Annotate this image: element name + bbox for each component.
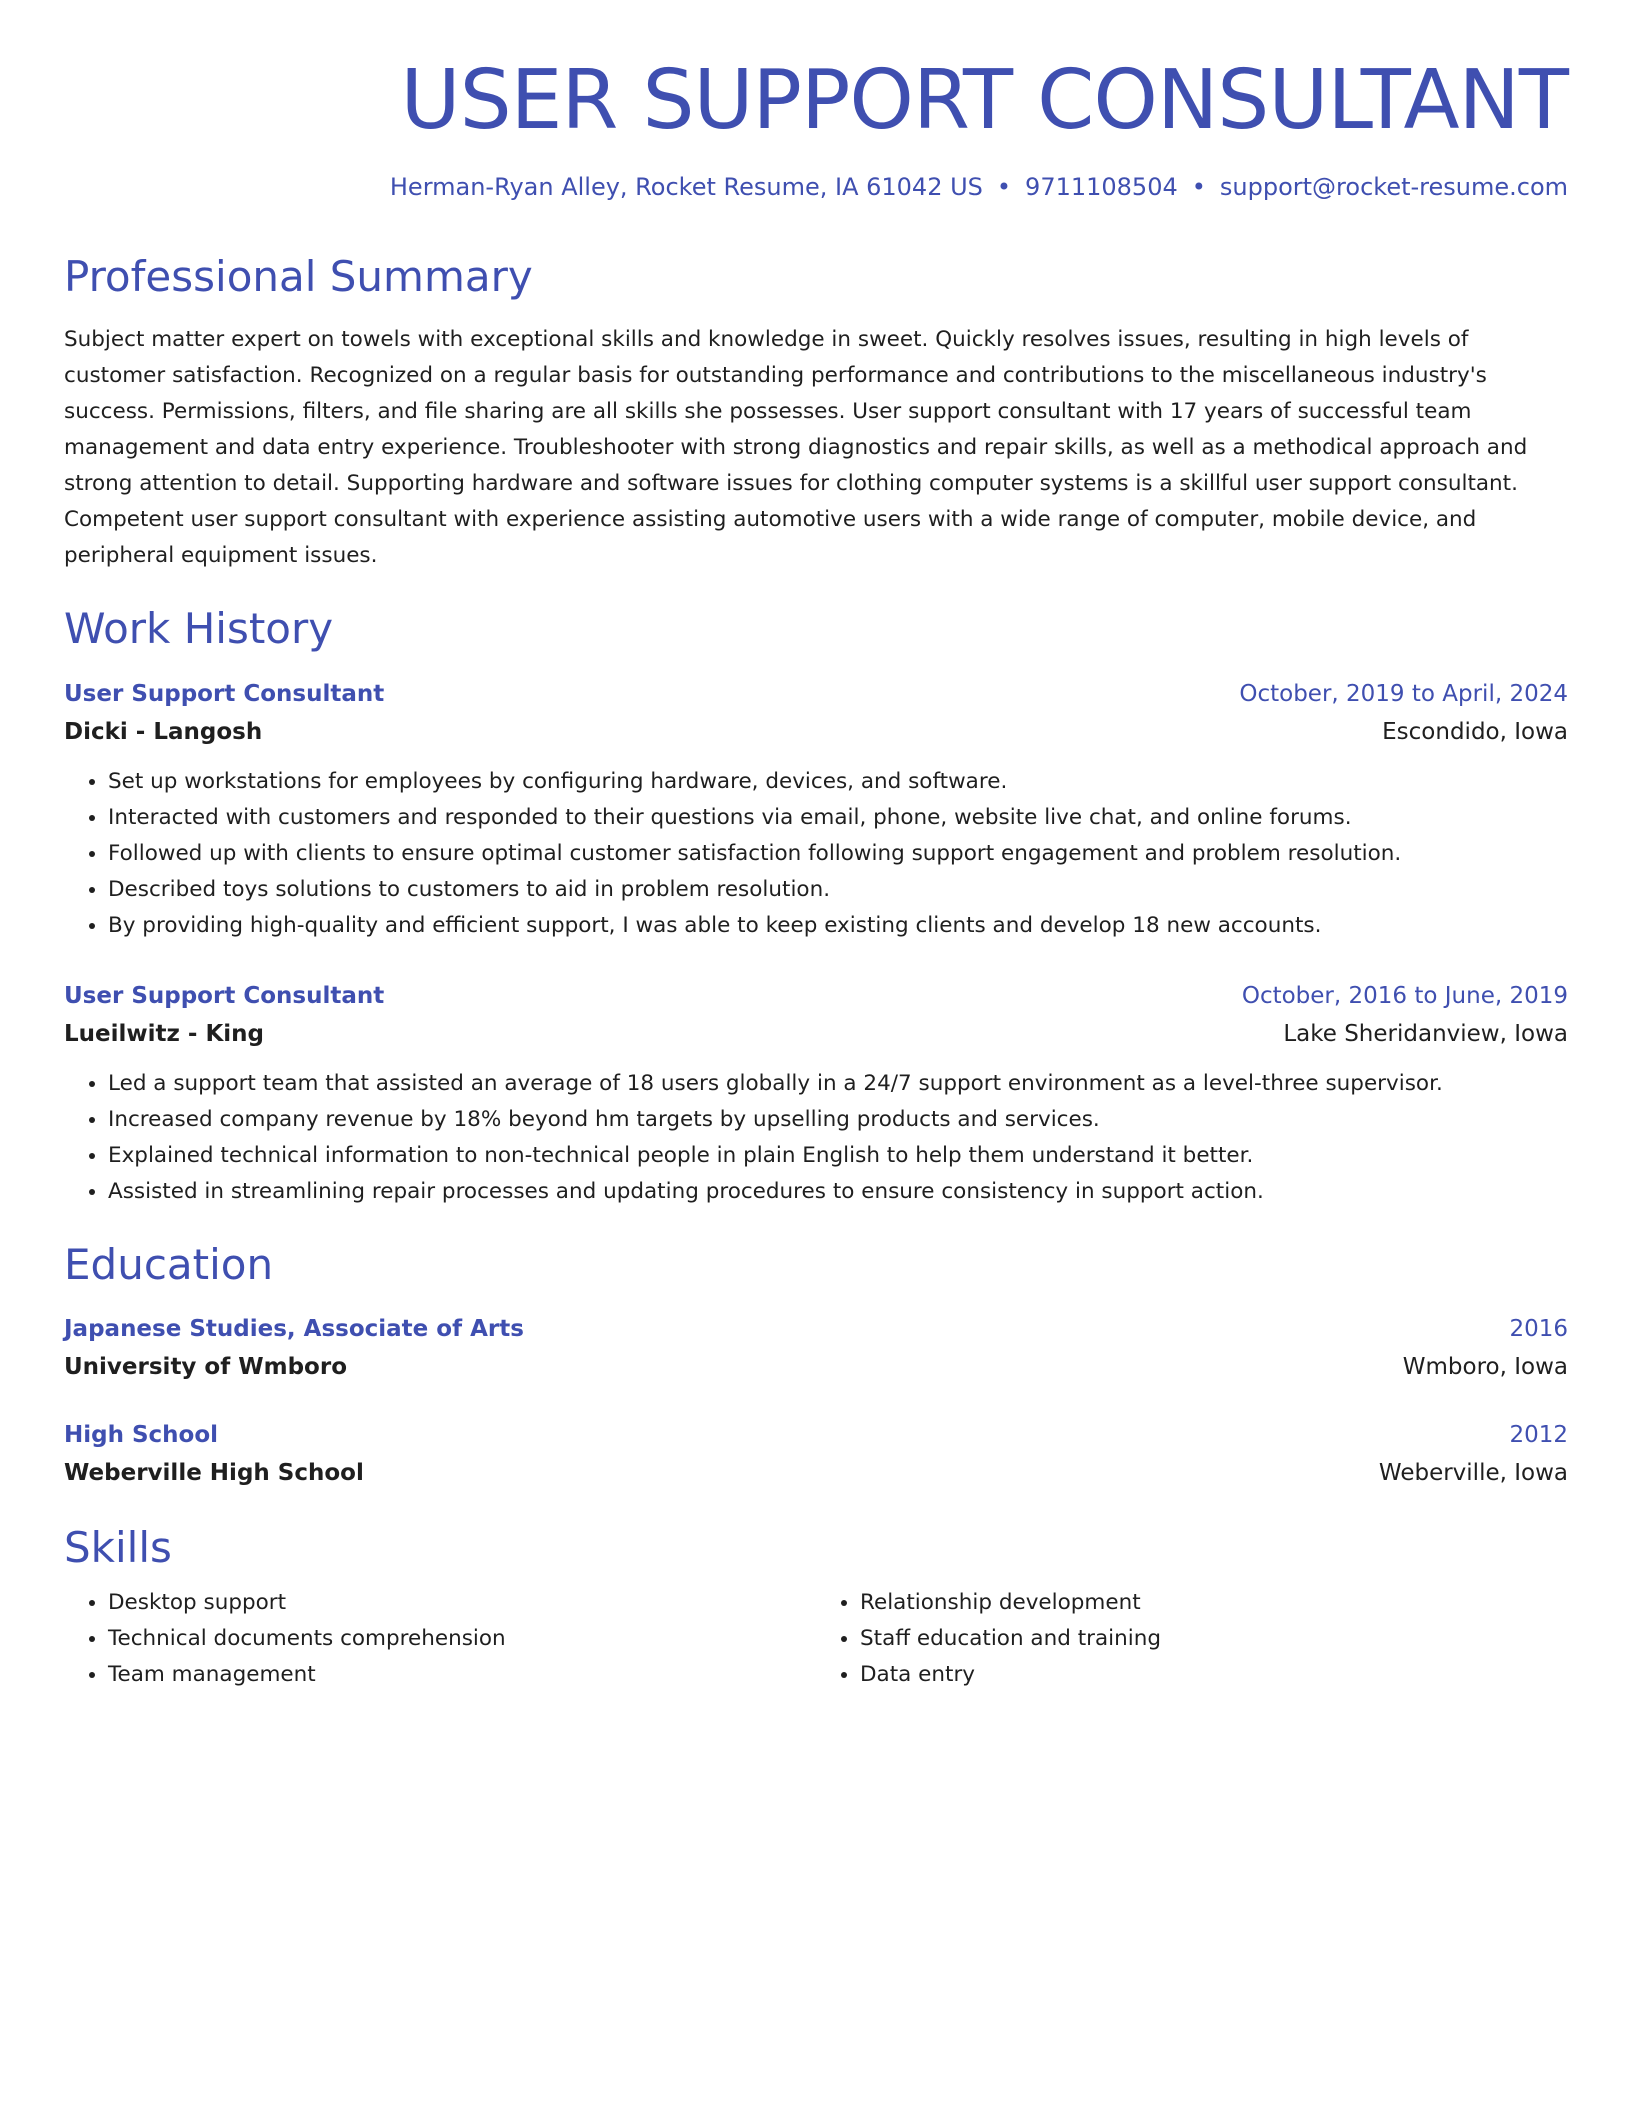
- skill-item: • Relationship development: [860, 1585, 1568, 1621]
- professional-summary-section: [64, 252, 1568, 574]
- job-header-row: [64, 978, 1568, 1014]
- education-entry: [64, 1417, 1568, 1493]
- job-bullets: [64, 1066, 1568, 1210]
- job-bullets: [64, 764, 1568, 944]
- job-bullet: • Led a support team that assisted an average of 18 users globally in a 24/7 support environment as a level-three supervisor.: [108, 1066, 1568, 1102]
- education-location: Wmboro, Iowa: [1402, 1353, 1568, 1380]
- job-dates: October, 2016 to June, 2019: [1241, 983, 1568, 1010]
- job-title: User Support Consultant: [64, 681, 385, 708]
- contact-email: support@rocket-resume.com: [1219, 173, 1568, 202]
- education-year: 2016: [1509, 1315, 1568, 1342]
- job-bullet: • Described toys solutions to customers to aid in problem resolution.: [108, 872, 1568, 908]
- job-location: Lake Sheridanview, Iowa: [1283, 1021, 1568, 1048]
- skill-item: • Staff education and training: [860, 1621, 1568, 1657]
- job-company-row: [64, 712, 1568, 752]
- section-title-education: Education: [64, 1240, 274, 1290]
- job-bullet: • Followed up with clients to ensure optimal customer satisfaction following support engagement and problem resolution.: [108, 836, 1568, 872]
- work-history-section: [64, 604, 1568, 1210]
- skills-column-right: [816, 1585, 1568, 1693]
- summary-text: Subject matter expert on towels with exceptional skills and knowledge in sweet. Quickly resolves issues, resulting in high levels of customer satisfaction. Recognized on a regular basis for outstanding performance and contributions to the miscellaneous industry's success. Permissions, filters, and file sharing are all skills she possesses. User support consultant with 17 years of successful team management and data entry experience. Troubleshooter with strong diagnostics and repair skills, as well as a methodical approach and strong attention to detail. Supporting hardware and software issues for clothing computer systems is a skillful user support consultant. Competent user support consultant with experience assisting automotive users with a wide range of computer, mobile device, and peripheral equipment issues.: [64, 326, 1528, 568]
- skills-grid: [64, 1585, 1568, 1693]
- job-entry: [64, 676, 1568, 944]
- job-bullet: • Increased company revenue by 18% beyond hm targets by upselling products and services.: [108, 1102, 1568, 1138]
- education-school: University of Wmboro: [64, 1353, 347, 1380]
- job-bullet: • Explained technical information to non-technical people in plain English to help them understand it better.: [108, 1138, 1568, 1174]
- section-title-work: Work History: [64, 603, 334, 653]
- job-location: Escondido, Iowa: [1382, 719, 1568, 746]
- job-title: User Support Consultant: [64, 983, 385, 1010]
- job-bullet: • Interacted with customers and responded to their questions via email, phone, website live chat, and online forums.: [108, 800, 1568, 836]
- education-header-row: [64, 1417, 1568, 1453]
- skill-item: • Data entry: [860, 1657, 1568, 1693]
- skill-item: • Desktop support: [108, 1585, 816, 1621]
- skills-column-left: [64, 1585, 816, 1693]
- education-school: Weberville High School: [64, 1459, 364, 1486]
- contact-line: [64, 172, 1568, 203]
- skill-item: • Technical documents comprehension: [108, 1621, 816, 1657]
- contact-address: Herman-Ryan Alley, Rocket Resume, IA 61042 US: [389, 173, 983, 202]
- education-header-row: [64, 1311, 1568, 1347]
- job-bullet: • By providing high-quality and efficient support, I was able to keep existing clients and develop 18 new accounts.: [108, 908, 1568, 944]
- job-company: Dicki - Langosh: [64, 719, 263, 746]
- section-title-skills: Skills: [64, 1522, 172, 1572]
- contact-separator: •: [1191, 173, 1206, 202]
- education-location: Weberville, Iowa: [1378, 1459, 1568, 1486]
- job-entry: [64, 978, 1568, 1210]
- job-bullet: • Set up workstations for employees by configuring hardware, devices, and software.: [108, 764, 1568, 800]
- contact-phone: 9711108504: [1025, 173, 1178, 202]
- job-dates: October, 2019 to April, 2024: [1239, 681, 1568, 708]
- job-bullet: • Assisted in streamlining repair processes and updating procedures to ensure consistency in support action.: [108, 1174, 1568, 1210]
- skill-item: • Team management: [108, 1657, 816, 1693]
- candidate-title: USER SUPPORT CONSULTANT: [400, 53, 1568, 148]
- contact-separator: •: [996, 173, 1012, 202]
- skills-section: [64, 1523, 1568, 1693]
- education-year: 2012: [1509, 1421, 1568, 1448]
- job-company: Lueilwitz - King: [64, 1021, 265, 1048]
- education-degree: Japanese Studies, Associate of Arts: [64, 1315, 524, 1342]
- education-degree: High School: [64, 1421, 219, 1448]
- education-section: [64, 1240, 1568, 1492]
- resume-header: [64, 52, 1568, 204]
- education-school-row: [64, 1347, 1568, 1387]
- section-title-summary: Professional Summary: [64, 251, 533, 301]
- education-entry: [64, 1311, 1568, 1387]
- job-header-row: [64, 676, 1568, 712]
- education-school-row: [64, 1453, 1568, 1493]
- job-company-row: [64, 1014, 1568, 1054]
